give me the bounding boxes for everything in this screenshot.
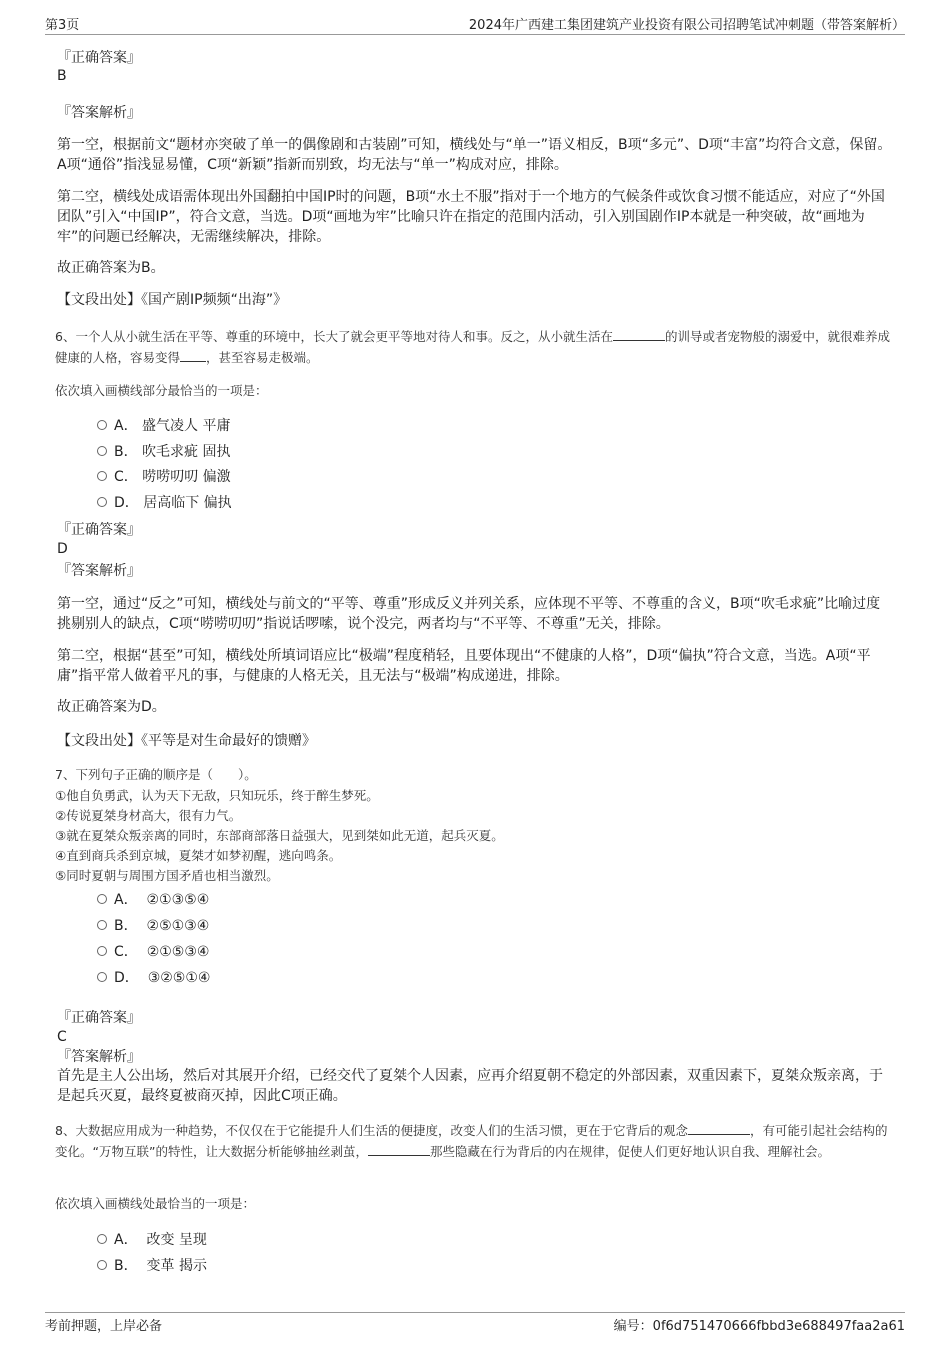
option-letter: C． [114, 469, 138, 485]
radio-icon[interactable] [97, 471, 107, 481]
q8-stem-part1: 8、大数据应用成为一种趋势，不仅仅在于它能提升人们生活的便捷度，改变人们的生活习惯，更在于它背后的观念 [55, 1123, 688, 1138]
q7-sentence-1: ①他自负勇武，认为天下无敌，只知玩乐，终于醉生梦死。 [55, 788, 379, 803]
radio-icon[interactable] [97, 920, 107, 930]
option-text: 居高临下 偏执 [143, 495, 232, 511]
q6-answer-label: 『正确答案』 [57, 522, 141, 538]
q7-sentence-4: ④直到商兵杀到京城，夏桀才如梦初醒，逃向鸣条。 [55, 848, 342, 863]
radio-icon[interactable] [97, 420, 107, 430]
q7-sentence-5: ⑤同时夏朝与周围方国矛盾也相当激烈。 [55, 868, 279, 883]
q5-answer: B [57, 68, 67, 84]
blank-line [368, 1141, 430, 1156]
option-text: 改变 呈现 [146, 1232, 207, 1248]
q7-option-c[interactable] [97, 942, 209, 962]
option-letter: D． [114, 970, 139, 986]
q6-analysis-label: 『答案解析』 [57, 563, 141, 579]
radio-icon[interactable] [97, 1234, 107, 1244]
radio-icon[interactable] [97, 1260, 107, 1270]
radio-icon[interactable] [97, 972, 107, 982]
document-id: 编号：0f6d751470666fbbd3e688497faa2a61 [613, 1319, 905, 1334]
blank-line [688, 1120, 750, 1135]
q7-answer-label: 『正确答案』 [57, 1010, 141, 1026]
radio-icon[interactable] [97, 446, 107, 456]
option-text: ②⑤①③④ [146, 918, 210, 934]
q8-option-a[interactable] [97, 1230, 207, 1250]
option-text: ③②⑤①④ [147, 970, 211, 986]
q5-answer-label: 『正确答案』 [57, 50, 141, 66]
radio-icon[interactable] [97, 946, 107, 956]
option-text: ②①⑤③④ [146, 944, 210, 960]
q8-stem-part3: 那些隐藏在行为背后的内在规律，促使人们更好地认识自我、理解社会。 [429, 1144, 830, 1159]
q6-conclusion: 故正确答案为D。 [57, 699, 166, 715]
q6-source: 【文段出处】《平等是对生命最好的馈赠》 [57, 733, 316, 749]
q8-option-b[interactable] [97, 1256, 207, 1276]
q7-analysis-label: 『答案解析』 [57, 1049, 141, 1065]
q5-analysis-para2: 第二空，横线处成语需体现出外国翻拍中国IP时的问题，B项“水土不服”指对于一个地方的气候条件或饮食习惯不能适应，对应了“外国团队”引入“中国IP”，符合文意，当选。D项“画地为牢”比喻只许在指定的范围内活动，引入别国剧作IP本就是一种突破，故“画地为牢”的问题已经解决，无需继续解决，排除。 [57, 189, 885, 245]
q7-stem: 7、下列句子正确的顺序是（ ）。 [55, 767, 257, 782]
q8-stem [55, 1120, 895, 1162]
radio-icon[interactable] [97, 497, 107, 507]
q6-option-c[interactable] [97, 467, 231, 487]
page-header [45, 14, 905, 35]
q5-source: 【文段出处】《国产剧IP频频“出海”》 [57, 292, 288, 308]
option-letter: B． [114, 918, 138, 934]
q5-conclusion: 故正确答案为B。 [57, 260, 165, 276]
q6-prompt: 依次填入画横线部分最恰当的一项是： [55, 383, 268, 398]
page-number: 第3页 [45, 18, 80, 33]
q6-option-d[interactable] [97, 493, 232, 513]
q8-prompt: 依次填入画横线处最恰当的一项是： [55, 1196, 256, 1211]
q6-stem [55, 326, 895, 368]
option-letter: A． [114, 892, 138, 908]
blank-line [180, 347, 206, 362]
option-text: 盛气凌人 平庸 [142, 418, 231, 434]
q6-stem-part2: 的训导或者宠物般的溺爱中，就很难养成健康的人格，容易变得 [55, 329, 890, 365]
q7-answer: C [57, 1029, 67, 1045]
q6-analysis-para1: 第一空，通过“反之”可知，横线处与前文的“平等、尊重”形成反义并列关系，应体现不平等、不尊重的含义，B项“吹毛求疵”比喻过度挑剔别人的缺点，C项“唠唠叨叨”指说话啰嗦，说个没完，两者均与“不平等、不尊重”无关，排除。 [57, 596, 881, 632]
q7-option-d[interactable] [97, 968, 210, 988]
q7-sentence-2: ②传说夏桀身材高大，很有力气。 [55, 808, 242, 823]
q5-analysis-label: 『答案解析』 [57, 105, 141, 121]
q7-analysis: 首先是主人公出场，然后对其展开介绍，已经交代了夏桀个人因素，应再介绍夏朝不稳定的外部因素，双重因素下，夏桀众叛亲离，于是起兵灭夏，最终夏被商灭掉，因此C项正确。 [57, 1068, 883, 1104]
option-letter: B． [114, 1258, 138, 1274]
page-footer [45, 1312, 905, 1335]
q7-option-b[interactable] [97, 916, 209, 936]
q5-analysis-para1: 第一空，根据前文“题材亦突破了单一的偶像剧和古装剧”可知，横线处与“单一”语义相反，B项“多元”、D项“丰富”均符合文意，保留。A项“通俗”指浅显易懂，C项“新颖”指新而别致，均无法与“单一”构成对应，排除。 [57, 137, 892, 173]
q6-option-b[interactable] [97, 442, 231, 462]
q6-answer: D [57, 541, 68, 557]
q8-stem-part2: ，有可能引起社会结构的变化。“万物互联”的特性，让大数据分析能够抽丝剥茧， [55, 1123, 888, 1159]
blank-line [613, 326, 665, 341]
option-letter: C． [114, 944, 138, 960]
option-letter: A． [114, 1232, 138, 1248]
option-text: 唠唠叨叨 偏激 [142, 469, 231, 485]
option-text: ②①③⑤④ [146, 892, 210, 908]
option-letter: B． [114, 444, 138, 460]
footer-slogan: 考前押题，上岸必备 [45, 1319, 163, 1334]
option-letter: A． [114, 418, 138, 434]
option-text: 吹毛求疵 固执 [142, 444, 231, 460]
q6-stem-part3: ，甚至容易走极端。 [206, 350, 319, 365]
radio-icon[interactable] [97, 894, 107, 904]
option-text: 变革 揭示 [146, 1258, 207, 1274]
document-title: 2024年广西建工集团建筑产业投资有限公司招聘笔试冲刺题（带答案解析） [468, 18, 905, 33]
q6-stem-part1: 6、一个人从小就生活在平等、尊重的环境中，长大了就会更平等地对待人和事。反之，从小就生活在 [55, 329, 613, 344]
q6-analysis-para2: 第二空，根据“甚至”可知，横线处所填词语应比“极端”程度稍轻，且要体现出“不健康的人格”，D项“偏执”符合文意，当选。A项“平庸”指平常人做着平凡的事，与健康的人格无关，且无法与“极端”构成递进，排除。 [57, 648, 871, 684]
q7-option-a[interactable] [97, 890, 209, 910]
q7-sentence-3: ③就在夏桀众叛亲离的同时，东部商部落日益强大，见到桀如此无道，起兵灭夏。 [55, 828, 504, 843]
q6-option-a[interactable] [97, 416, 230, 436]
option-letter: D． [114, 495, 139, 511]
